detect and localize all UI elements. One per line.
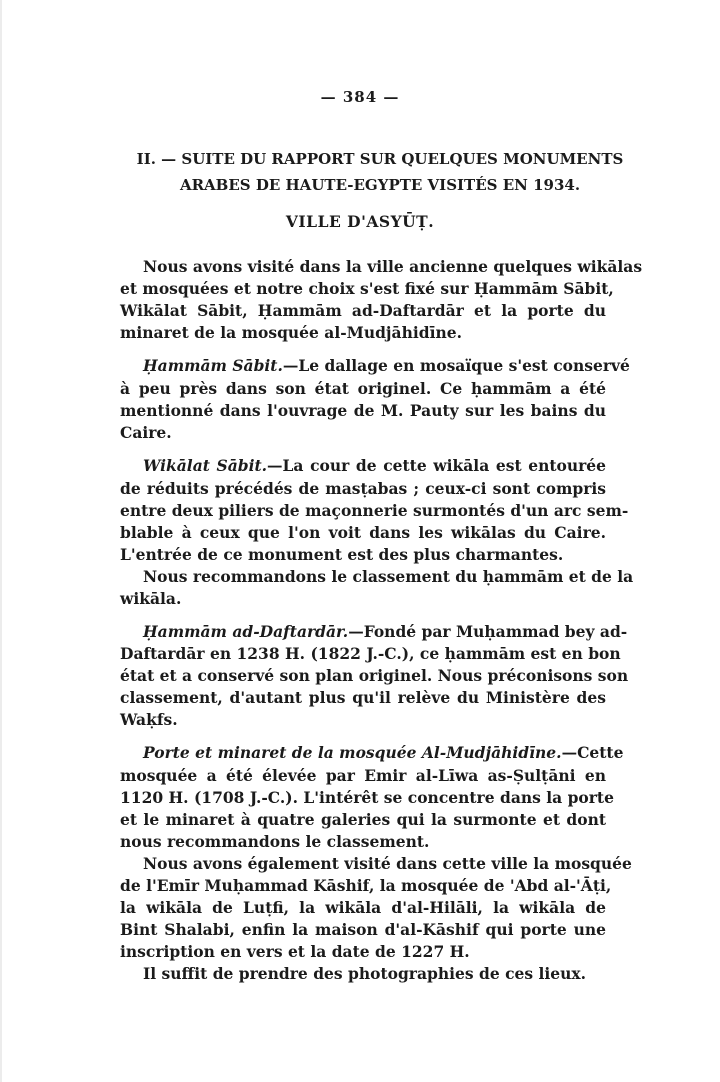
section-heading-line-1: II. — SUITE DU RAPPORT SUR QUELQUES MONUMENTS bbox=[136, 150, 624, 168]
text-line: nous recommandons le classement. bbox=[120, 832, 430, 851]
text-line: wikāla. bbox=[120, 589, 182, 608]
text-line: Wikālat Sābit, Ḥammām ad-Daftardār et la porte du bbox=[120, 301, 606, 320]
text-line-with-italic-lead: Ḥammām Sābit.—Le dallage en mosaïque s'est conservé bbox=[143, 356, 630, 375]
text-line: 1120 H. (1708 J.-C.). L'intérêt se concentre dans la porte bbox=[120, 788, 614, 807]
text-line: Nous avons également visité dans cette ville la mosquée bbox=[143, 854, 632, 873]
italic-lead: Ḥammām Sābit. bbox=[143, 356, 283, 375]
text-line: inscription en vers et la date de 1227 H. bbox=[120, 942, 470, 961]
text-line: de l'Emīr Muḥammad Kāshif, la mosquée de 'Abd al-'Āṭi, bbox=[120, 876, 612, 895]
text-line: blable à ceux que l'on voit dans les wikālas du Caire. bbox=[120, 523, 606, 542]
text-line: Waḳfs. bbox=[120, 710, 178, 729]
italic-lead: Ḥammām ad-Daftardār. bbox=[143, 622, 349, 641]
text-line-with-italic-lead: Wikālat Sābit.—La cour de cette wikāla est entourée bbox=[143, 456, 606, 475]
text-line: minaret de la mosquée al-Mudjāhidīne. bbox=[120, 323, 462, 342]
section-heading-line-2: ARABES DE HAUTE-EGYPTE VISITÉS EN 1934. bbox=[179, 176, 581, 194]
text-line: la wikāla de Luṭfi, la wikāla d'al-Hilāli, la wikāla de bbox=[120, 898, 606, 917]
text-line: Daftardār en 1238 H. (1822 J.-C.), ce ḥammām est en bon bbox=[120, 644, 621, 663]
text-line-with-italic-lead: Ḥammām ad-Daftardār.—Fondé par Muḥammad bey ad- bbox=[143, 622, 628, 641]
text-line: mosquée a été élevée par Emir al-Līwa as-Ṣulṭāni en bbox=[120, 766, 606, 785]
section-title: VILLE D'ASYŪṬ. bbox=[285, 212, 435, 231]
italic-lead: Porte et minaret de la mosquée Al-Mudjāhidīne. bbox=[143, 743, 562, 762]
italic-lead: Wikālat Sābit. bbox=[143, 456, 268, 475]
text-line: état et a conservé son plan originel. Nous préconisons son bbox=[120, 666, 629, 685]
text-line: Bint Shalabi, enfin la maison d'al-Kāshif qui porte une bbox=[120, 920, 606, 939]
text-line: Il suffit de prendre des photographies de ces lieux. bbox=[143, 964, 587, 983]
text-line: Caire. bbox=[120, 423, 172, 442]
text-line: de réduits précédés de masṭabas ; ceux-ci sont compris bbox=[120, 479, 606, 498]
text-line: mentionné dans l'ouvrage de M. Pauty sur les bains du bbox=[120, 401, 606, 420]
text-line: Nous avons visité dans la ville ancienne quelques wikālas bbox=[143, 257, 643, 276]
page-edge bbox=[0, 0, 2, 1082]
text-line: à peu près dans son état originel. Ce ḥammām a été bbox=[120, 379, 606, 398]
text-line: et le minaret à quatre galeries qui la surmonte et dont bbox=[120, 810, 606, 829]
text-line: entre deux piliers de maçonnerie surmontés d'un arc sem- bbox=[120, 501, 629, 520]
page-number: — 384 — bbox=[320, 88, 400, 106]
text-line: L'entrée de ce monument est des plus charmantes. bbox=[120, 545, 564, 564]
text-line: et mosquées et notre choix s'est fixé sur Ḥammām Sābit, bbox=[120, 279, 614, 298]
text-line-with-italic-lead: Porte et minaret de la mosquée Al-Mudjāhidīne.—Cette bbox=[143, 743, 624, 762]
text-line: classement, d'autant plus qu'il relève du Ministère des bbox=[120, 688, 606, 707]
text-line: Nous recommandons le classement du ḥammām et de la bbox=[143, 567, 634, 586]
